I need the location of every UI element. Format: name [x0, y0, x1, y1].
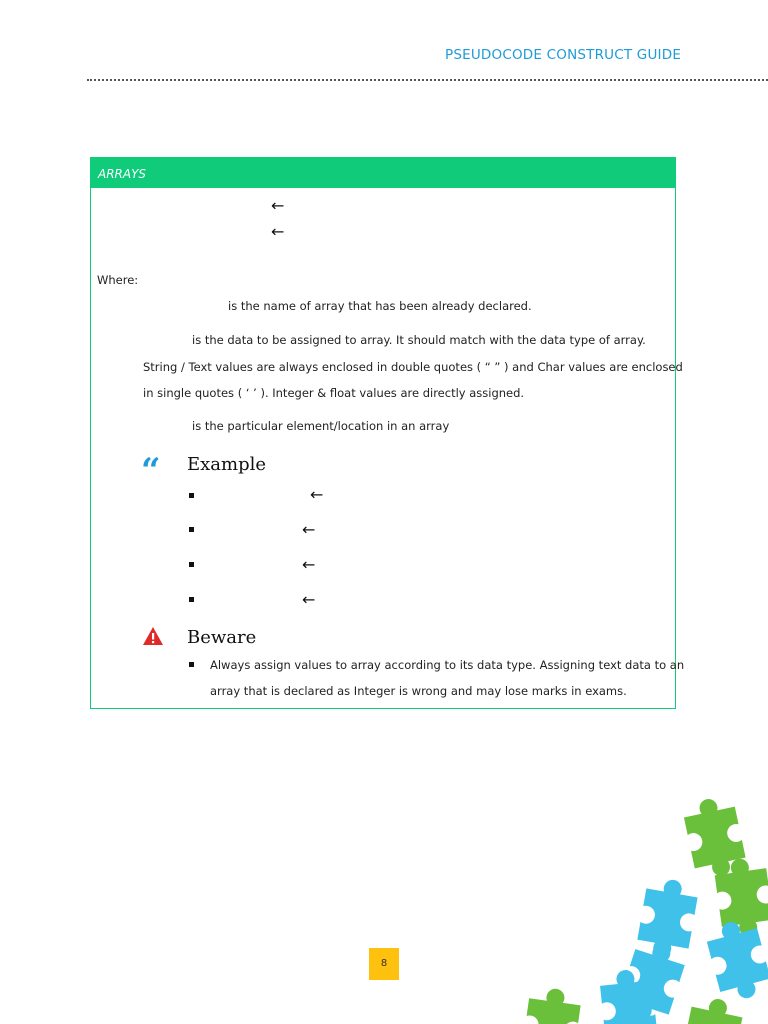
syntax-arrow-2: ← [271, 222, 285, 241]
beware-text-line-1: Always assign values to array according to its data type. Assigning text data to an [210, 658, 685, 672]
example-arrow-1: ← [310, 485, 324, 504]
example-arrow-2: ← [302, 520, 316, 539]
example-title: Example [187, 454, 267, 475]
example-arrow-3: ← [302, 555, 316, 574]
quote-icon: “ [141, 451, 161, 491]
header-dotted-rule [87, 79, 768, 81]
puzzle-piece-blue-3 [703, 916, 768, 1005]
beware-bullet [189, 662, 194, 667]
puzzle-piece-green-3 [520, 985, 582, 1024]
example-bullet-4 [189, 597, 194, 602]
beware-text-line-2: array that is declared as Integer is wrong and may lose marks in exams. [210, 684, 627, 698]
page-header-title: PSEUDOCODE CONSTRUCT GUIDE [445, 47, 682, 63]
example-bullet-1 [189, 493, 194, 498]
example-bullet-2 [189, 527, 194, 532]
warning-icon [142, 626, 164, 646]
puzzle-pieces-decoration [520, 795, 768, 1024]
index-description: is the particular element/location in an array [192, 419, 450, 433]
name-description: is the name of array that has been already declared. [228, 299, 532, 313]
arrays-box-heading: ARRAYS [91, 158, 675, 188]
syntax-arrow-1: ← [271, 196, 285, 215]
puzzle-piece-green-4 [678, 994, 745, 1024]
data-description-line-2: String / Text values are always enclosed in double quotes ( “ ” ) and Char values are enclosed [143, 360, 683, 374]
data-description-line-3: in single quotes ( ‘ ’ ). Integer & float values are directly assigned. [143, 386, 525, 400]
page-number-badge: 8 [369, 948, 399, 980]
data-description-line-1: is the data to be assigned to array. It should match with the data type of array. [192, 333, 646, 347]
example-arrow-4: ← [302, 590, 316, 609]
arrays-box [90, 157, 685, 709]
example-bullet-3 [189, 562, 194, 567]
where-label: Where: [97, 273, 139, 287]
beware-title: Beware [187, 627, 257, 648]
